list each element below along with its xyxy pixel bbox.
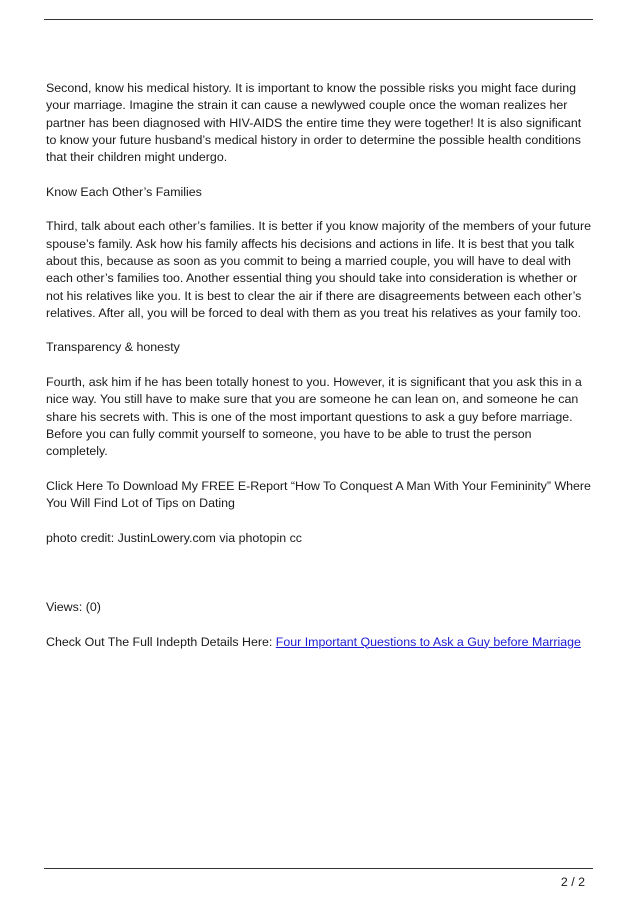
paragraph-families: Third, talk about each other’s families. It is better if you know majority of the members of your future spouse’s family. Ask how his family affects his decisions and actions in life. It is best that you talk about this, because as soon as you commit to being a married couple, you will have to deal with each other’s families too. Another essential thing you should take into consideration is whether or not his relatives like you. It is best to clear the air if there are disagreements between each other’s relatives. After all, you will be forced to deal with them as you treat his relatives as your family too. bbox=[46, 219, 591, 320]
paragraph-details bbox=[46, 634, 594, 651]
paragraph-medical-history: Second, know his medical history. It is important to know the possible risks you might face during your marriage. Imagine the strain it can cause a newlywed couple once the woman realizes her partner has been diagnosed with HIV-AIDS the entire time they were together! It is also significant to know your future husband’s medical history in order to determine the possible health conditions that their children might undergo. bbox=[46, 81, 582, 165]
paragraph-photo-credit: photo credit: JustinLowery.com via photopin cc bbox=[46, 530, 302, 545]
document-body bbox=[46, 80, 594, 668]
footer-rule bbox=[44, 868, 593, 869]
paragraph-views: Views: (0) bbox=[46, 599, 101, 614]
details-prefix: Check Out The Full Indepth Details Here: bbox=[46, 634, 276, 649]
heading-transparency: Transparency & honesty bbox=[46, 340, 180, 355]
header-rule bbox=[44, 19, 593, 20]
paragraph-download-cta: Click Here To Download My FREE E-Report “How To Conquest A Man With Your Femininity” Where You Will Find Lot of Tips on Dating bbox=[46, 478, 591, 511]
details-link[interactable]: Four Important Questions to Ask a Guy before Marriage bbox=[275, 634, 581, 649]
heading-families: Know Each Other’s Families bbox=[46, 184, 202, 199]
paragraph-transparency: Fourth, ask him if he has been totally honest to you. However, it is significant that you ask this in a nice way. You still have to make sure that you are someone he can lean on, and someone he can share his secrets with. This is one of the most important questions to ask a guy before marriage. Before you can fully commit yourself to someone, you have to be able to trust the person completely. bbox=[46, 375, 582, 459]
page-number: 2 / 2 bbox=[560, 875, 585, 889]
